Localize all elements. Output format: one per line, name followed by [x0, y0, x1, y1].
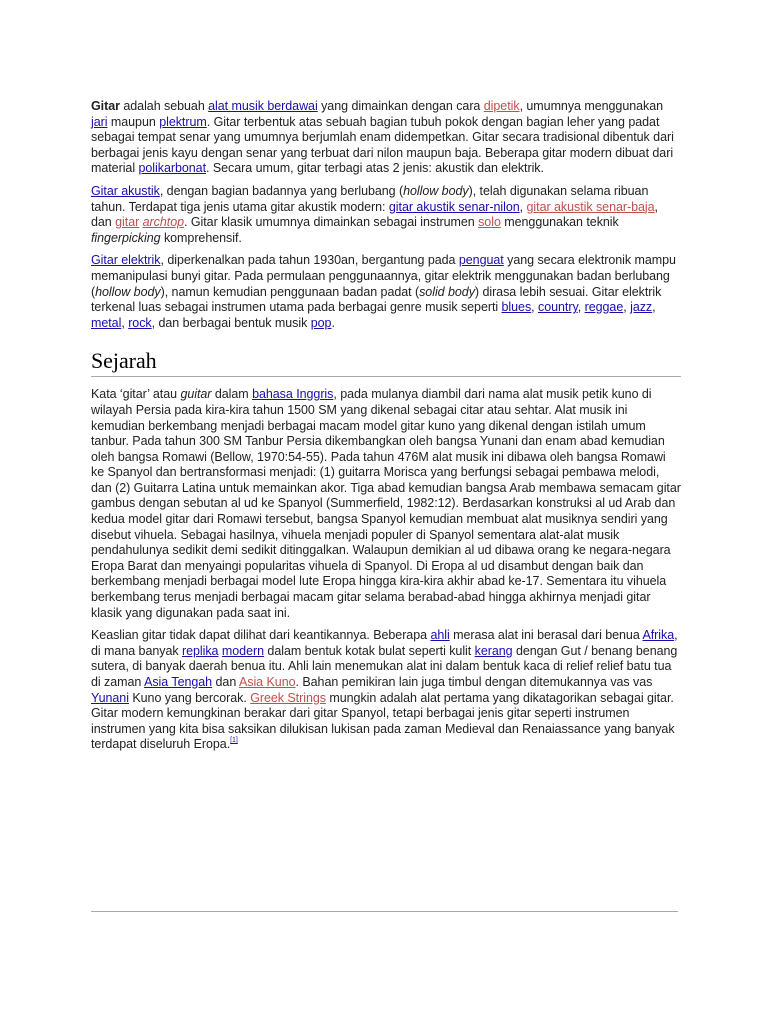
text: maupun — [107, 114, 160, 129]
text: ) dirasa lebih sesuai. Gitar elektrik terkenal luas sebagai instrumen utama pada berbagai genre musik seperti — [91, 284, 662, 315]
text: . Bahan pemikiran lain juga timbul dengan ditemukannya vas vas — [295, 675, 653, 689]
text: , — [577, 300, 585, 315]
text: . — [331, 315, 335, 330]
link-replika[interactable]: replika — [181, 643, 219, 658]
link-pop[interactable]: pop — [310, 315, 332, 330]
text: dalam — [211, 387, 253, 402]
text: , dan — [91, 199, 658, 230]
link-reggae[interactable]: reggae — [584, 300, 624, 315]
text: Keaslian gitar tidak dapat dilihat dari keantikannya. Beberapa — [91, 628, 431, 643]
text: Kuno yang bercorak. — [128, 690, 251, 705]
link-archtop[interactable] — [143, 215, 184, 229]
link-polikarbonat[interactable]: polikarbonat — [138, 161, 206, 176]
text: merasa alat ini berasal dari benua — [449, 628, 643, 643]
text: , — [623, 300, 631, 315]
link-jazz[interactable]: jazz — [630, 300, 653, 315]
link-rock[interactable]: rock — [128, 315, 152, 330]
text: . Secara umum, gitar terbagi atas 2 jenis: akustik dan elektrik. — [206, 161, 544, 176]
text: ), telah digunakan selama ribuan tahun. Terdapat tiga jenis utama gitar akustik modern: — [91, 183, 649, 214]
electric-paragraph — [91, 253, 681, 331]
text: komprehensif. — [160, 230, 242, 245]
link-gitar[interactable]: gitar — [115, 215, 140, 230]
text: menggunakan teknik — [500, 215, 619, 230]
text: adalah sebuah — [119, 99, 209, 113]
link-yunani[interactable]: Yunani — [91, 690, 129, 705]
link-modern[interactable]: modern — [221, 643, 264, 658]
footer-divider — [91, 911, 678, 912]
link-bahasa-inggris[interactable]: bahasa Inggris — [252, 387, 334, 402]
text: , dengan bagian badannya yang berlubang ( — [159, 183, 404, 198]
link-solo[interactable]: solo — [478, 215, 501, 230]
reference-marker — [230, 737, 238, 744]
text: yang dimainkan dengan cara — [317, 99, 484, 113]
link-dipetik[interactable]: dipetik — [483, 99, 520, 113]
section-heading-sejarah: Sejarah — [91, 348, 681, 377]
text: , umumnya menggunakan — [519, 99, 664, 113]
link-penguat[interactable]: penguat — [458, 253, 504, 268]
article-body — [91, 99, 681, 760]
origin-paragraph — [91, 628, 681, 753]
text: , dan berbagai bentuk musik — [151, 315, 311, 330]
text: . Gitar klasik umumnya dimainkan sebagai instrumen — [184, 215, 479, 230]
link-afrika[interactable]: Afrika — [642, 628, 675, 643]
acoustic-paragraph — [91, 184, 681, 246]
text: , diperkenalkan pada tahun 1930an, bergantung pada — [160, 253, 459, 268]
text: , di mana banyak — [91, 628, 678, 658]
text: , — [519, 199, 527, 214]
text: yang secara elektronik mampu memanipulasi bunyi gitar. Pada permulaan penggunaannya, gitar elektrik menggunakan badan berlubang ( — [91, 253, 676, 299]
text: . Gitar terbentuk atas sebuah bagian tubuh pokok dengan bagian leher yang padat sebagai tempat senar yang umumnya berjumlah enam didempetkan. Gitar secara tradisional dibentuk dari berbagai jenis kayu dengan senar yang terbuat dari nilon maupun baja. Beberapa gitar modern dibuat dari material — [91, 114, 674, 176]
link-country[interactable]: country — [538, 300, 578, 315]
link-greek-strings[interactable]: Greek Strings — [250, 690, 326, 705]
link-kerang[interactable]: kerang — [474, 643, 513, 658]
text: mungkin adalah alat pertama yang dikatagorikan sebagai gitar. Gitar modern kemungkinan berakar dari gitar Spanyol, tetapi berbagai jenis gitar seperti instrumen instrumen yang kita bisa saksikan dilukisan lukisan pada zaman Medieval dan Renaiassance yang banyak terdapat diseluruh Eropa. — [91, 690, 675, 752]
text: , — [121, 315, 129, 330]
italic-term: guitar — [180, 387, 212, 402]
text: , pada mulanya diambil dari nama alat musik petik kuno di wilayah Persia pada kira-kira tahun 1500 SM yang dikenal sebagai citar atau sehtar. Alat musik ini kemudian berkembang menjadi berbagai macam model gitar kuno yang dikenal dengan istilah umum tanbur. Pada tahun 300 SM Tanbur Persia dikembangkan oleh bangsa Yunani dan enam abad kemudian oleh bangsa Romawi (Bellow, 1970:54-55). Pada tahun 476M alat musik ini dibawa oleh bangsa Romawi ke Spanyol dan bertransformasi menjadi: (1) guitarra Morisca yang berfungsi sebagai pembawa melodi, dan (2) Guitarra Latina untuk memainkan akor. Tiga abad kemudian bangsa Arab membawa semacam gitar gambus dengan sebutan al ud ke Spanyol (Summerfield, 1982:12). Berdasarkan konstruksi al ud Arab dan kedua model gitar dari Romawi tersebut, bangsa Spanyol kemudian membuat alat musiknya sendiri yang disebut vihuela. Sebagai hasilnya, vihuela menjadi populer di Spanyol sementara alat-alat musik pendahulunya sedikit demi sedikit ditinggalkan. Walaupun demikian al ud dibawa orang ke negara-negara Eropa Barat dan menyaingi popularitas vihuela di Spanyol. Di Eropa al ud disambut dengan baik dan berkembang menjadi berbagai model lute Eropa hingga kira-kira akhir abad ke-17. Sementara itu vihuela berkembang terus menjadi berbagai macam gitar selama berabad-abad hingga akhirnya menjadi gitar klasik yang digunakan pada saat ini. — [91, 387, 681, 620]
link-alat-musik-berdawai[interactable]: alat musik berdawai — [208, 99, 318, 113]
link-plektrum[interactable]: plektrum — [159, 114, 207, 129]
link-asia-kuno[interactable]: Asia Kuno — [238, 675, 296, 689]
italic-term: solid body — [419, 284, 475, 299]
link-metal[interactable]: metal — [91, 315, 122, 330]
text: dan — [212, 675, 239, 689]
link-gitar-akustik[interactable]: Gitar akustik — [91, 183, 160, 198]
link-gitar-akustik-senar-baja[interactable]: gitar akustik senar-baja — [526, 199, 655, 214]
link-gitar-akustik-senar-nilon[interactable]: gitar akustik senar-nilon — [388, 199, 520, 214]
intro-paragraph — [91, 99, 681, 177]
bold-term-gitar: Gitar — [91, 99, 120, 113]
italic-term: hollow body — [95, 284, 161, 299]
text: dalam bentuk kotak bulat seperti kulit — [264, 643, 475, 658]
text: , — [652, 300, 656, 315]
link-ahli[interactable]: ahli — [430, 628, 450, 643]
text: dengan Gut / benang benang sutera, di banyak daerah benua itu. Ahli lain menemukan alat ini dalam bentuk kaca di relief relief batu tua di zaman — [91, 643, 678, 689]
text: , — [531, 300, 539, 315]
link-reference-1[interactable]: [1] — [230, 737, 238, 745]
text: Kata ‘gitar’ atau — [91, 387, 181, 402]
italic-term: fingerpicking — [91, 230, 161, 245]
italic-term: hollow body — [403, 183, 469, 198]
history-paragraph — [91, 387, 681, 621]
link-gitar-elektrik[interactable]: Gitar elektrik — [91, 253, 161, 268]
italic-term: archtop — [142, 215, 184, 230]
link-jari[interactable]: jari — [91, 114, 108, 129]
link-blues[interactable]: blues — [501, 300, 532, 315]
text: ), namun kemudian penggunaan badan padat ( — [160, 284, 420, 299]
link-asia-tengah[interactable]: Asia Tengah — [144, 675, 213, 689]
